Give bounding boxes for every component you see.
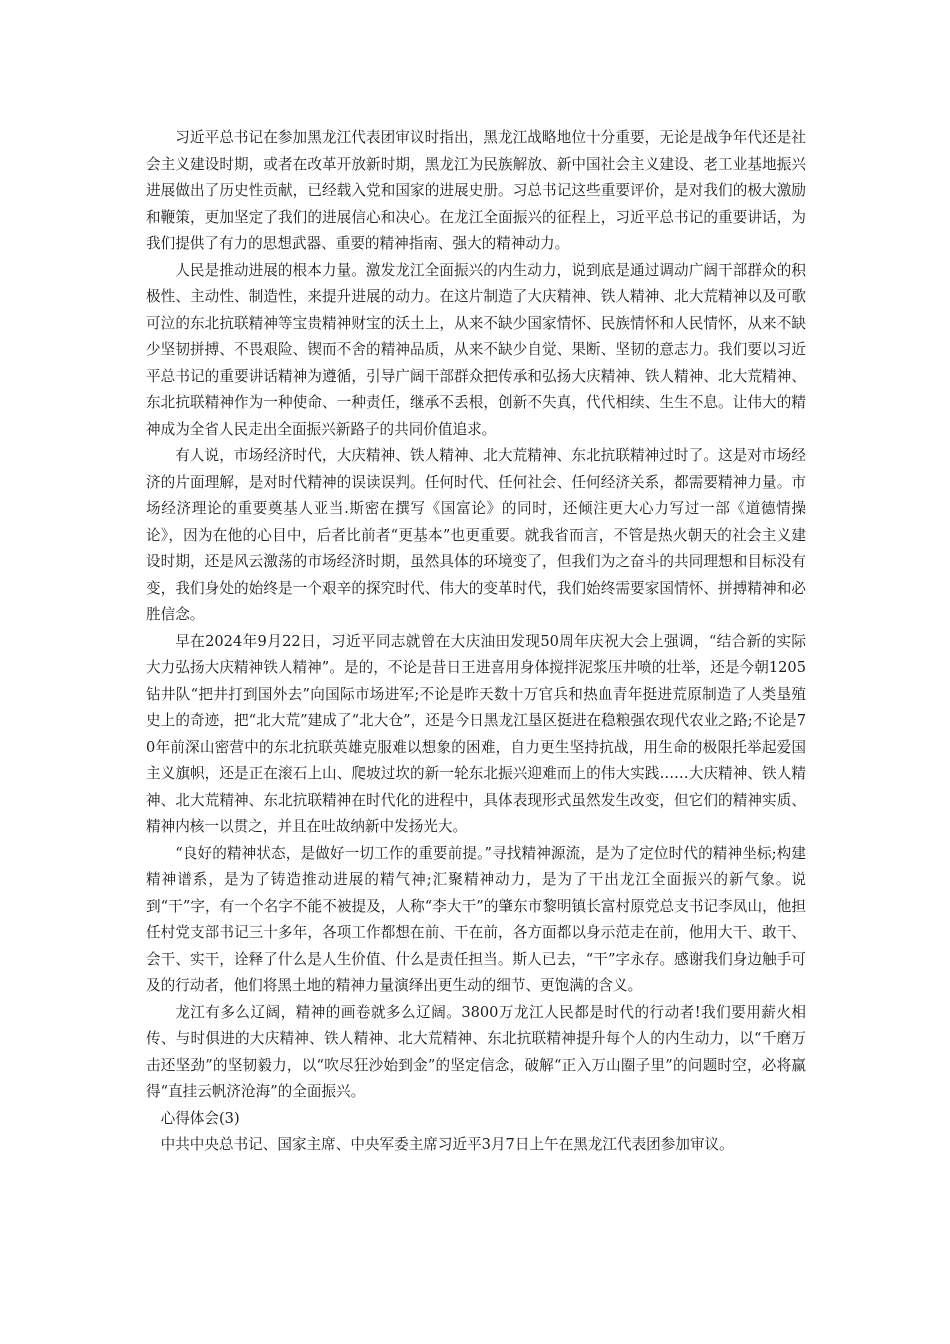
paragraph-4: 早在2024年9月22日，习近平同志就曾在大庆油田发现50周年庆祝大会上强调，“结合新的实际大力弘扬大庆精神铁人精神”。是的，不论是昔日王进喜用身体搅拌泥浆压井喷的壮举，还是今朝1205钻井队“把井打到国外去”向国际市场进军;不论是昨天数十万官兵和热血青年挺进荒原制造了人类垦殖史上的奇迹，把“北大荒”建成了“北大仓”，还是今日黑龙江垦区挺进在稳粮强农现代农业之路;不论是70年前深山密营中的东北抗联英雄克服难以想象的困难，自力更生坚持抗战，用生命的极限托举起爱国主义旗帜，还是正在滚石上山、爬坡过坎的新一轮东北振兴迎难而上的伟大实践……大庆精神、铁人精神、北大荒精神、东北抗联精神在时代化的进程中，具体表现形式虽然发生改变，但它们的精神实质、精神内核一以贯之，并且在吐故纳新中发扬光大。: [146, 632, 806, 835]
document-body: [146, 125, 806, 1159]
paragraph-6: 龙江有多么辽阔，精神的画卷就多么辽阔。3800万龙江人民都是时代的行动者!我们要用薪火相传、与时俱进的大庆精神、铁人精神、北大荒精神、东北抗联精神提升每个人的内生动力，以“千磨万击还坚劲”的坚韧毅力，以“吹尽狂沙始到金”的坚定信念，破解“正入万山圈子里”的问题时空，必将赢得“直挂云帆济沧海”的全面振兴。: [146, 1003, 806, 1100]
closing-paragraph: 中共中央总书记、国家主席、中央军委主席习近平3月7日上午在黑龙江代表团参加审议。: [160, 1136, 734, 1153]
paragraph-2: 人民是推动进展的根本力量。激发龙江全面振兴的内生动力，说到底是通过调动广阔干部群众的积极性、主动性、制造性，来提升进展的动力。在这片制造了大庆精神、铁人精神、北大荒精神以及可歌可泣的东北抗联精神等宝贵精神财宝的沃土上，从来不缺少国家情怀、民族情怀和人民情怀，从来不缺少坚韧拼搏、不畏艰险、锲而不舍的精神品质，从来不缺少自觉、果断、坚韧的意志力。我们要以习近平总书记的重要讲话精神为遵循，引导广阔干部群众把传承和弘扬大庆精神、铁人精神、北大荒精神、东北抗联精神作为一种使命、一种责任，继承不丢根，创新不失真，代代相续、生生不息。让伟大的精神成为全省人民走出全面振兴新路子的共同价值追求。: [146, 261, 806, 438]
paragraph-1: 习近平总书记在参加黑龙江代表团审议时指出，黑龙江战略地位十分重要，无论是战争年代还是社会主义建设时期，或者在改革开放新时期，黑龙江为民族解放、新中国社会主义建设、老工业基地振兴进展做出了历史性贡献，已经载入党和国家的进展史册。习总书记这些重要评价，是对我们的极大激励和鞭策，更加坚定了我们的进展信心和决心。在龙江全面振兴的征程上，习近平总书记的重要讲话，为我们提供了有力的思想武器、重要的精神指南、强大的精神动力。: [146, 129, 806, 252]
paragraph-5: “良好的精神状态，是做好一切工作的重要前提。”寻找精神源流，是为了定位时代的精神坐标;构建精神谱系，是为了铸造推动进展的精气神;汇聚精神动力，是为了干出龙江全面振兴的新气象。说到“干”字，有一个名字不能不被提及，人称“李大干”的肇东市黎明镇长富村原党总支书记李凤山，他担任村党支部书记三十多年，各项工作都想在前、干在前，各方面都以身示范走在前，他用大干、敢干、会干、实干，诠释了什么是人生价值、什么是责任担当。斯人已去，“干”字永存。感谢我们身边触手可及的行动者，他们将黑土地的精神力量演绎出更生动的细节、更饱满的含义。: [146, 844, 806, 994]
section-heading: 心得体会(3): [160, 1109, 240, 1127]
paragraph-3: 有人说，市场经济时代，大庆精神、铁人精神、北大荒精神、东北抗联精神过时了。这是对市场经济的片面理解，是对时代精神的误读误判。任何时代、任何社会、任何经济关系，都需要精神力量。市场经济理论的重要奠基人亚当.斯密在撰写《国富论》的同时，还倾注更大心力写过一部《道德情操论》，因为在他的心目中，后者比前者“更基本”也更重要。就我省而言，不管是热火朝天的社会主义建设时期，还是风云激荡的市场经济时期，虽然具体的环境变了，但我们为之奋斗的共同理想和目标没有变，我们身处的始终是一个艰辛的探究时代、伟大的变革时代，我们始终需要家国情怀、拼搏精神和必胜信念。: [146, 447, 806, 623]
